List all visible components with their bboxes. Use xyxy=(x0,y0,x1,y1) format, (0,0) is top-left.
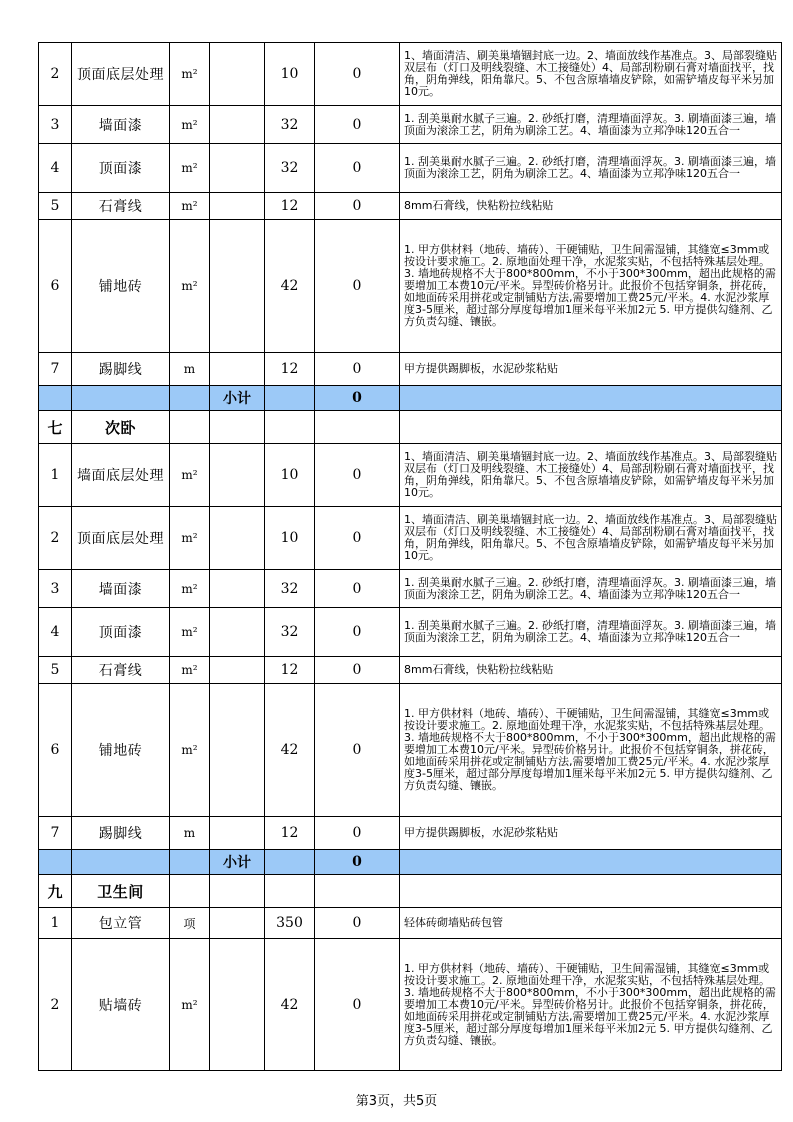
cell-unit xyxy=(170,875,210,908)
table-row xyxy=(39,684,782,817)
cell-row-number: 1 xyxy=(39,908,72,939)
description-text: 轻体砖砌墙贴砖包管 xyxy=(404,916,503,929)
subtotal-row xyxy=(39,850,782,875)
cell-unit-price xyxy=(210,875,265,908)
cell-description xyxy=(400,386,782,411)
cell-quantity: 350 xyxy=(265,908,315,939)
cell-description xyxy=(400,608,782,657)
cell-row-number: 4 xyxy=(39,144,72,193)
cell-row-number: 2 xyxy=(39,43,72,106)
table-row xyxy=(39,106,782,144)
cell-quantity: 32 xyxy=(265,608,315,657)
cell-quantity xyxy=(265,386,315,411)
cell-unit: m² xyxy=(170,106,210,144)
cell-row-number: 3 xyxy=(39,106,72,144)
cell-amount: 0 xyxy=(315,817,400,850)
cell-amount: 0 xyxy=(315,570,400,608)
section-row xyxy=(39,875,782,908)
table-row xyxy=(39,817,782,850)
description-text: 1. 刮美巢耐水腻子三遍。2. 砂纸打磨，清理墙面浮灰。3. 刷墙面漆三遍，墙顶面为滚涂工艺，阴角为刷涂工艺。4、墙面漆为立邦净味120五合一 xyxy=(404,619,776,644)
cell-item-name: 包立管 xyxy=(72,908,170,939)
cell-unit: m² xyxy=(170,608,210,657)
cell-unit-price xyxy=(210,939,265,1071)
description-text: 1、墙面清洁、刷美巢墙锢封底一边。2、墙面放线作基准点。3、局部裂缝贴双层布（灯口及明线裂缝、木工接缝处）4、局部刮粉刷石膏对墙面找平，找角，阴角弹线，阳角靠尺。5、不包含原墙墙皮铲除，如需铲墙皮每平米另加10元。 xyxy=(404,513,777,562)
description-text: 1. 刮美巢耐水腻子三遍。2. 砂纸打磨，清理墙面浮灰。3. 刷墙面漆三遍，墙顶面为滚涂工艺，阴角为刷涂工艺。4、墙面漆为立邦净味120五合一 xyxy=(404,155,776,180)
cell-unit: m xyxy=(170,817,210,850)
cell-unit: m² xyxy=(170,444,210,507)
description-text xyxy=(400,397,781,399)
page-number: 第3页，共5页 xyxy=(355,1094,438,1109)
cell-unit-price xyxy=(210,608,265,657)
cell-row-number: 九 xyxy=(39,875,72,908)
cell-amount: 0 xyxy=(315,939,400,1071)
cell-item-name: 贴墙砖 xyxy=(72,939,170,1071)
cell-unit-price xyxy=(210,106,265,144)
cell-unit xyxy=(170,411,210,444)
description-text: 1. 刮美巢耐水腻子三遍。2. 砂纸打磨，清理墙面浮灰。3. 刷墙面漆三遍，墙顶面为滚涂工艺，阴角为刷涂工艺。4、墙面漆为立邦净味120五合一 xyxy=(404,575,776,601)
cell-quantity: 42 xyxy=(265,220,315,353)
cell-amount: 0 xyxy=(315,144,400,193)
table-row xyxy=(39,507,782,570)
cell-unit-price xyxy=(210,411,265,444)
table-row xyxy=(39,657,782,684)
subtotal-row xyxy=(39,386,782,411)
cell-row-number xyxy=(39,850,72,875)
description-text: 甲方提供踢脚板，水泥砂浆粘贴 xyxy=(404,362,558,375)
cell-unit: 项 xyxy=(170,908,210,939)
cell-description xyxy=(400,657,782,684)
cell-amount: 0 xyxy=(315,106,400,144)
cell-description xyxy=(400,817,782,850)
cell-item-name: 卫生间 xyxy=(72,875,170,908)
cell-unit-price xyxy=(210,908,265,939)
cell-amount: 0 xyxy=(315,444,400,507)
cell-unit-price xyxy=(210,193,265,220)
description-text: 1. 甲方供材料（地砖、墙砖）、干硬铺贴，卫生间需湿铺，其缝宽≤3mm或按设计要求施工。2. 原地面处理干净，水泥浆实贴，不包括特殊基层处理。3. 墙地砖规格不大于800*800mm，不小于300*300mm，超出此规格的需要增加工本费10元/平米。异型砖价格另计。此报价不包括穿铜条，拼花砖，如地面砖采用拼花或定制铺贴方法,需要增加工费25元/平米。4. 水泥沙浆厚度3-5厘米，超过部分厚度每增加1厘米每平米加2元 5. 甲方提供勾缝剂、乙方负责勾缝、镶嵌。 xyxy=(404,707,776,792)
description-text xyxy=(400,861,781,863)
cell-amount: 0 xyxy=(315,684,400,817)
cell-quantity xyxy=(265,875,315,908)
cell-item-name xyxy=(72,386,170,411)
section-row xyxy=(39,411,782,444)
cell-quantity: 12 xyxy=(265,817,315,850)
table-row xyxy=(39,570,782,608)
cell-quantity: 32 xyxy=(265,144,315,193)
cell-row-number xyxy=(39,386,72,411)
table-row xyxy=(39,353,782,386)
cell-item-name: 墙面漆 xyxy=(72,106,170,144)
cell-quantity: 12 xyxy=(265,657,315,684)
cell-row-number: 5 xyxy=(39,193,72,220)
cell-item-name: 顶面漆 xyxy=(72,144,170,193)
description-text: 1. 刮美巢耐水腻子三遍。2. 砂纸打磨，清理墙面浮灰。3. 刷墙面漆三遍，墙顶面为滚涂工艺，阴角为刷涂工艺。4、墙面漆为立邦净味120五合一 xyxy=(404,111,776,137)
cell-item-name: 铺地砖 xyxy=(72,684,170,817)
cell-quantity: 10 xyxy=(265,43,315,106)
cell-unit-price xyxy=(210,507,265,570)
cell-description xyxy=(400,684,782,817)
cell-unit-price xyxy=(210,817,265,850)
cell-description xyxy=(400,220,782,353)
table-row xyxy=(39,908,782,939)
cell-item-name: 顶面漆 xyxy=(72,608,170,657)
renovation-quote-table xyxy=(38,42,782,1071)
cell-unit-price xyxy=(210,43,265,106)
cell-item-name: 石膏线 xyxy=(72,193,170,220)
cell-description xyxy=(400,106,782,144)
cell-quantity: 32 xyxy=(265,106,315,144)
cell-row-number: 7 xyxy=(39,817,72,850)
table-row xyxy=(39,939,782,1071)
cell-amount: 0 xyxy=(315,220,400,353)
cell-row-number: 6 xyxy=(39,684,72,817)
cell-item-name: 铺地砖 xyxy=(72,220,170,353)
cell-amount: 0 xyxy=(315,193,400,220)
cell-quantity: 10 xyxy=(265,507,315,570)
cell-quantity xyxy=(265,850,315,875)
cell-description xyxy=(400,875,782,908)
cell-item-name: 踢脚线 xyxy=(72,353,170,386)
cell-unit-price: 小计 xyxy=(210,386,265,411)
cell-amount: 0 xyxy=(315,507,400,570)
cell-quantity: 12 xyxy=(265,353,315,386)
table-row xyxy=(39,608,782,657)
cell-row-number: 4 xyxy=(39,608,72,657)
cell-quantity: 32 xyxy=(265,570,315,608)
cell-row-number: 2 xyxy=(39,939,72,1071)
cell-item-name: 石膏线 xyxy=(72,657,170,684)
description-text: 8mm石膏线，快粘粉拉线粘贴 xyxy=(404,663,554,676)
description-text: 1. 甲方供材料（地砖、墙砖）、干硬铺贴，卫生间需湿铺，其缝宽≤3mm或按设计要求施工。2. 原地面处理干净，水泥浆实贴，不包括特殊基层处理。3. 墙地砖规格不大于800*800mm，不小于300*300mm，超出此规格的需要增加工本费10元/平米。异型砖价格另计。此报价不包括穿铜条，拼花砖，如地面砖采用拼花或定制铺贴方法,需要增加工费25元/平米。4. 水泥沙浆厚度3-5厘米，超过部分厚度每增加1厘米每平米加2元 5. 甲方提供勾缝剂、乙方负责勾缝、镶嵌。 xyxy=(404,243,776,328)
cell-description xyxy=(400,353,782,386)
cell-description xyxy=(400,411,782,444)
table-row xyxy=(39,193,782,220)
cell-description xyxy=(400,570,782,608)
cell-unit: m² xyxy=(170,657,210,684)
cell-quantity: 12 xyxy=(265,193,315,220)
cell-unit: m² xyxy=(170,220,210,353)
cell-unit: m² xyxy=(170,570,210,608)
cell-unit: m² xyxy=(170,193,210,220)
cell-item-name: 踢脚线 xyxy=(72,817,170,850)
cell-description xyxy=(400,193,782,220)
table-row xyxy=(39,43,782,106)
cell-unit-price xyxy=(210,684,265,817)
cell-description xyxy=(400,850,782,875)
cell-item-name: 顶面底层处理 xyxy=(72,43,170,106)
cell-amount: 0 xyxy=(315,850,400,875)
cell-unit: m xyxy=(170,353,210,386)
cell-unit-price xyxy=(210,444,265,507)
table-row xyxy=(39,220,782,353)
cell-description xyxy=(400,444,782,507)
cell-row-number: 3 xyxy=(39,570,72,608)
description-text xyxy=(400,426,781,428)
description-text: 1、墙面清洁、刷美巢墙锢封底一边。2、墙面放线作基准点。3、局部裂缝贴双层布（灯口及明线裂缝、木工接缝处）4、局部刮粉刷石膏对墙面找平，找角，阴角弹线，阳角靠尺。5、不包含原墙墙皮铲除，如需铲墙皮每平米另加10元。 xyxy=(404,450,777,499)
cell-unit xyxy=(170,850,210,875)
cell-unit-price xyxy=(210,353,265,386)
cell-quantity: 42 xyxy=(265,939,315,1071)
description-text: 甲方提供踢脚板，水泥砂浆粘贴 xyxy=(404,826,558,839)
cell-unit: m² xyxy=(170,507,210,570)
cell-item-name: 墙面漆 xyxy=(72,570,170,608)
cell-row-number: 6 xyxy=(39,220,72,353)
cell-amount: 0 xyxy=(315,657,400,684)
cell-amount: 0 xyxy=(315,353,400,386)
cell-item-name: 墙面底层处理 xyxy=(72,444,170,507)
cell-quantity xyxy=(265,411,315,444)
cell-unit-price: 小计 xyxy=(210,850,265,875)
cell-amount: 0 xyxy=(315,386,400,411)
cell-unit-price xyxy=(210,220,265,353)
cell-description xyxy=(400,144,782,193)
cell-row-number: 1 xyxy=(39,444,72,507)
description-text: 8mm石膏线，快粘粉拉线粘贴 xyxy=(404,199,554,212)
cell-amount xyxy=(315,411,400,444)
cell-row-number: 2 xyxy=(39,507,72,570)
description-text: 1. 甲方供材料（地砖、墙砖）、干硬铺贴，卫生间需湿铺，其缝宽≤3mm或按设计要求施工。2. 原地面处理干净，水泥浆实贴，不包括特殊基层处理。3. 墙地砖规格不大于800*800mm，不小于300*300mm，超出此规格的需要增加工本费10元/平米。异型砖价格另计。此报价不包括穿铜条，拼花砖，如地面砖采用拼花或定制铺贴方法,需要增加工费25元/平米。4. 水泥沙浆厚度3-5厘米，超过部分厚度每增加1厘米每平米加2元 5. 甲方提供勾缝剂、乙方负责勾缝、镶嵌。 xyxy=(404,961,776,1047)
cell-unit-price xyxy=(210,570,265,608)
table-row xyxy=(39,444,782,507)
cell-unit: m² xyxy=(170,684,210,817)
cell-amount xyxy=(315,875,400,908)
cell-item-name: 顶面底层处理 xyxy=(72,507,170,570)
description-text xyxy=(400,890,781,892)
cell-row-number: 7 xyxy=(39,353,72,386)
cell-unit: m² xyxy=(170,144,210,193)
cell-description xyxy=(400,43,782,106)
quote-table-body xyxy=(39,43,782,1071)
cell-item-name xyxy=(72,850,170,875)
cell-unit-price xyxy=(210,144,265,193)
cell-description xyxy=(400,908,782,939)
cell-description xyxy=(400,939,782,1071)
cell-quantity: 42 xyxy=(265,684,315,817)
cell-unit: m² xyxy=(170,43,210,106)
cell-amount: 0 xyxy=(315,908,400,939)
cell-amount: 0 xyxy=(315,608,400,657)
cell-unit-price xyxy=(210,657,265,684)
table-row xyxy=(39,144,782,193)
cell-item-name: 次卧 xyxy=(72,411,170,444)
cell-row-number: 5 xyxy=(39,657,72,684)
cell-row-number: 七 xyxy=(39,411,72,444)
cell-description xyxy=(400,507,782,570)
cell-amount: 0 xyxy=(315,43,400,106)
description-text: 1、墙面清洁、刷美巢墙锢封底一边。2、墙面放线作基准点。3、局部裂缝贴双层布（灯口及明线裂缝、木工接缝处）4、局部刮粉刷石膏对墙面找平，找角，阴角弹线，阳角靠尺。5、不包含原墙墙皮铲除，如需铲墙皮每平米另加10元。 xyxy=(404,49,777,98)
cell-quantity: 10 xyxy=(265,444,315,507)
cell-unit: m² xyxy=(170,939,210,1071)
cell-unit xyxy=(170,386,210,411)
